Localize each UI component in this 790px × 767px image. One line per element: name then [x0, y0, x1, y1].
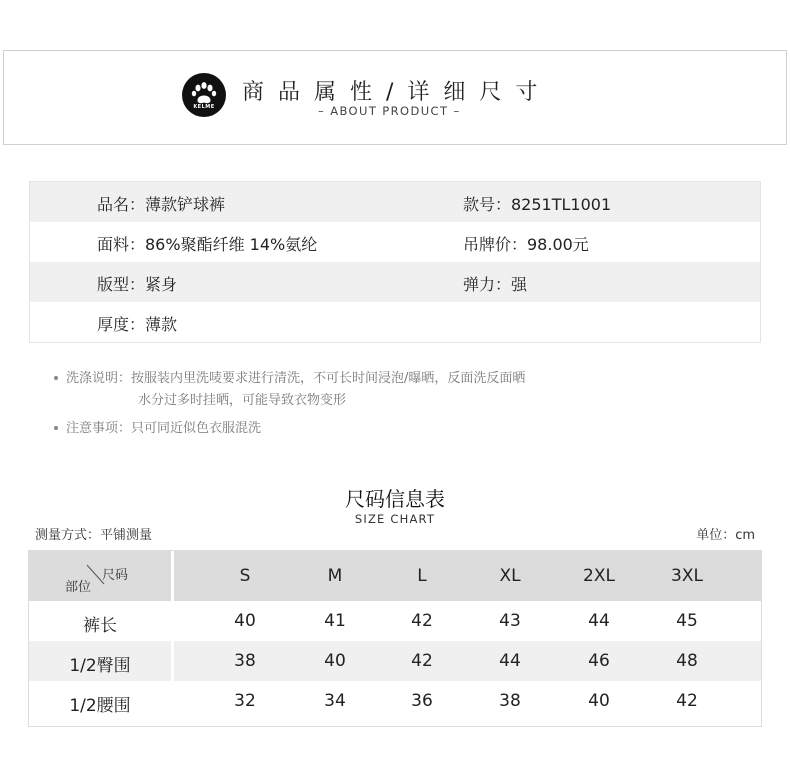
- attribute-row: [30, 302, 760, 342]
- column-divider: [171, 551, 174, 726]
- attr-product-name: 品名：薄款铲球裤: [97, 195, 226, 214]
- size-chart-subtitle: SIZE CHART: [354, 512, 436, 526]
- header-corner-cell: [29, 551, 171, 601]
- table-cell: 40: [324, 651, 346, 671]
- table-cell: 45: [676, 611, 698, 631]
- bullet-icon: [54, 426, 58, 430]
- table-cell: 42: [411, 651, 433, 671]
- wash-text-line1: 按服装内里洗唛要求进行清洗，不可长时间浸泡/曝晒，反面洗反面晒: [131, 371, 526, 386]
- table-cell: 48: [676, 651, 698, 671]
- size-header: L: [417, 566, 427, 586]
- table-cell: 36: [411, 691, 433, 711]
- table-row: [29, 641, 761, 681]
- corner-size-label: 尺码: [102, 568, 129, 583]
- logo-wordmark: KELME: [193, 104, 215, 110]
- attr-elasticity: 弹力：强: [463, 275, 528, 294]
- row-label: 1/2臀围: [69, 656, 131, 676]
- table-cell: 38: [234, 651, 256, 671]
- page-subtitle: – ABOUT PRODUCT –: [318, 104, 461, 118]
- attribute-table: [29, 181, 761, 343]
- page-title: 商品属性/详细尺寸: [242, 80, 552, 105]
- header-banner: [3, 50, 787, 145]
- row-label: 裤长: [83, 616, 117, 636]
- table-cell: 40: [588, 691, 610, 711]
- wash-label: 洗涤说明：: [66, 371, 132, 386]
- table-cell: 42: [411, 611, 433, 631]
- attr-thickness: 厚度：薄款: [97, 315, 178, 334]
- size-header: XL: [499, 566, 521, 586]
- paw-icon: [182, 73, 226, 117]
- size-table-header: [29, 551, 761, 601]
- table-cell: 43: [499, 611, 521, 631]
- corner-part-label: 部位: [65, 580, 92, 595]
- table-cell: 38: [499, 691, 521, 711]
- size-header: 3XL: [671, 566, 703, 586]
- attribute-row: [30, 262, 760, 302]
- table-cell: 32: [234, 691, 256, 711]
- table-cell: 40: [234, 611, 256, 631]
- measure-method: 测量方式：平铺测量: [35, 528, 153, 543]
- row-label: 1/2腰围: [69, 696, 131, 716]
- table-cell: 41: [324, 611, 346, 631]
- caution-text: 只可同近似色衣服混洗: [131, 421, 262, 436]
- diagonal-divider: [29, 551, 171, 601]
- table-cell: 42: [676, 691, 698, 711]
- size-header: 2XL: [583, 566, 615, 586]
- table-cell: 46: [588, 651, 610, 671]
- caution-label: 注意事项：: [66, 421, 132, 436]
- table-row: [29, 681, 761, 721]
- wash-instructions: [54, 367, 525, 386]
- attribute-row: [30, 222, 760, 262]
- unit-label: 单位：cm: [696, 528, 755, 543]
- caution-note: [54, 417, 261, 436]
- table-cell: 34: [324, 691, 346, 711]
- attr-fit: 版型：紧身: [97, 275, 178, 294]
- size-header: M: [327, 566, 343, 586]
- attr-fabric: 面料：86%聚酯纤维 14%氨纶: [97, 235, 318, 254]
- size-header: S: [239, 566, 251, 586]
- attr-tag-price: 吊牌价：98.00元: [463, 235, 589, 254]
- attribute-row: [30, 182, 760, 222]
- wash-text-line2: 水分过多时挂晒，可能导致衣物变形: [138, 393, 347, 408]
- size-chart-title: 尺码信息表: [345, 487, 445, 511]
- table-row: [29, 601, 761, 641]
- table-cell: 44: [588, 611, 610, 631]
- attr-model-number: 款号：8251TL1001: [463, 195, 612, 214]
- brand-logo: [182, 73, 226, 117]
- size-table: [28, 550, 762, 727]
- bullet-icon: [54, 376, 58, 380]
- table-cell: 44: [499, 651, 521, 671]
